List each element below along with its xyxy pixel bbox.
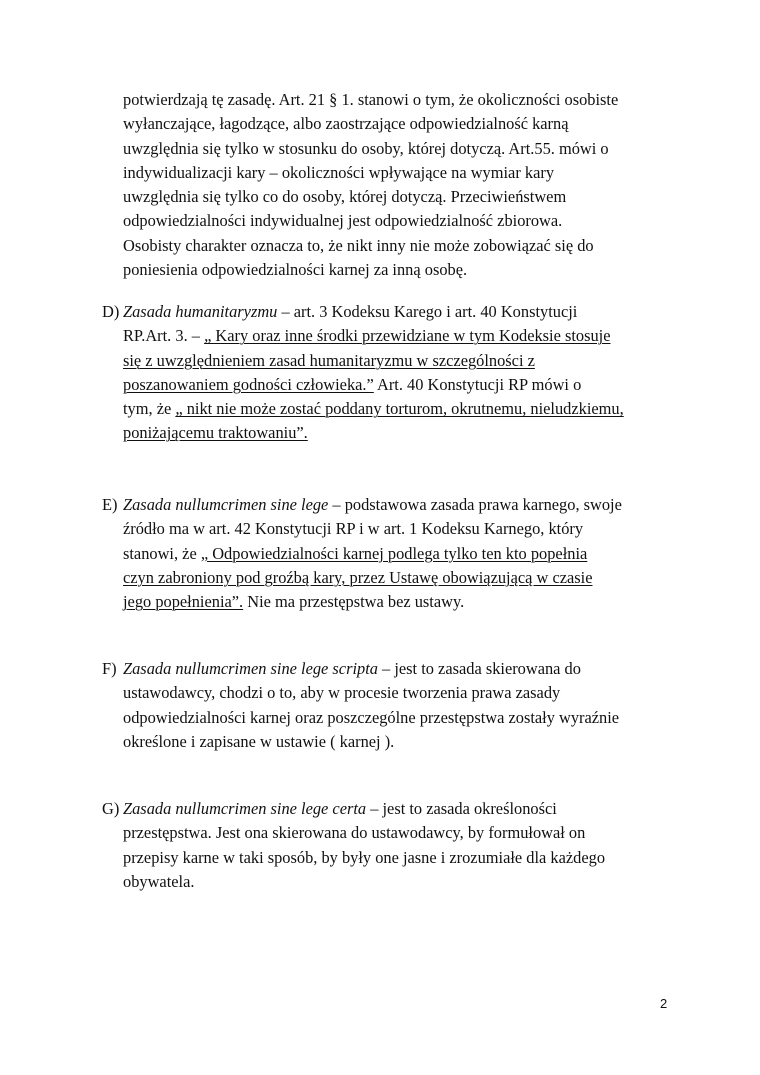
intro-line: poniesienia odpowiedzialności karnej za inną osobę. — [123, 260, 468, 280]
section-d-text: tym, że — [123, 399, 176, 419]
section-d-label: D) — [102, 302, 120, 321]
intro-paragraph — [123, 88, 683, 282]
section-f-heading: Zasada nullumcrimen sine lege scripta — [123, 659, 378, 678]
section-d-quote: poszanowaniem godności człowieka.” — [123, 374, 374, 394]
section-e-heading: Zasada nullumcrimen sine lege — [123, 495, 329, 514]
section-f-label: F) — [102, 659, 117, 678]
section-f — [102, 657, 682, 754]
page-number: 2 — [660, 996, 668, 1011]
section-d-text: – art. 3 Kodeksu Karego i art. 40 Konstytucji — [277, 302, 578, 321]
section-e-line — [102, 542, 682, 566]
section-d-line — [102, 397, 682, 421]
section-d-text: Art. 40 Konstytucji RP mówi o — [373, 374, 582, 394]
section-g-line — [102, 797, 682, 821]
intro-line: potwierdzają tę zasadę. Art. 21 § 1. stanowi o tym, że okoliczności osobiste — [123, 90, 619, 109]
section-d-text: RP.Art. 3. – — [123, 326, 205, 346]
intro-line: odpowiedzialności indywidualnej jest odpowiedzialność zbiorowa. — [123, 211, 563, 231]
section-g — [102, 797, 682, 894]
section-e-quote: czyn zabroniony pod groźbą kary, przez Ustawę obowiązującą w czasie — [123, 567, 593, 587]
section-e-quote: „ Odpowiedzialności karnej podlega tylko ten kto popełnia — [200, 543, 588, 563]
section-d-quote: „ Kary oraz inne środki przewidziane w tym Kodeksie stosuje — [204, 326, 611, 346]
section-g-text: – jest to zasada określoności — [366, 799, 557, 818]
section-d-line — [102, 421, 682, 445]
section-e — [102, 493, 682, 614]
section-g-label: G) — [102, 799, 120, 818]
section-e-text: Nie ma przestępstwa bez ustawy. — [243, 592, 465, 612]
section-e-line — [102, 590, 682, 614]
section-f-line — [102, 657, 682, 681]
intro-line: Osobisty charakter oznacza to, że nikt inny nie może zobowiązać się do — [123, 235, 594, 255]
section-e-line — [102, 493, 682, 517]
section-e-line: źródło ma w art. 42 Konstytucji RP i w art. 1 Kodeksu Karnego, który — [123, 519, 584, 539]
section-e-text: stanowi, że — [123, 543, 201, 563]
section-e-text: – podstawowa zasada prawa karnego, swoje — [328, 495, 622, 514]
section-e-quote: jego popełnienia”. — [123, 592, 244, 612]
section-d-line — [102, 349, 682, 373]
section-g-line: przestępstwa. Jest ona skierowana do ustawodawcy, by formułował on — [123, 823, 586, 843]
section-d — [102, 300, 682, 446]
intro-line: indywidualizacji kary – okoliczności wpływające na wymiar kary — [123, 162, 555, 182]
section-d-quote: „ nikt nie może zostać poddany torturom, okrutnemu, nieludzkiemu, — [175, 399, 624, 419]
section-d-quote: się z uwzględnieniem zasad humanitaryzmu w szczególności z — [123, 350, 535, 370]
section-d-quote: poniżającemu traktowaniu”. — [123, 423, 308, 443]
section-g-line: przepisy karne w taki sposób, by były one jasne i zrozumiałe dla każdego — [123, 847, 606, 867]
intro-line: wyłanczające, łagodzące, albo zaostrzające odpowiedzialność karną — [123, 114, 569, 134]
section-g-heading: Zasada nullumcrimen sine lege certa — [123, 799, 367, 818]
section-d-heading: Zasada humanitaryzmu — [123, 302, 278, 321]
section-f-line: odpowiedzialności karnej oraz poszczególne przestępstwa zostały wyraźnie — [123, 707, 620, 727]
section-e-label: E) — [102, 495, 118, 514]
section-f-line: określone i zapisane w ustawie ( karnej ). — [123, 731, 395, 751]
section-e-line — [102, 566, 682, 590]
section-g-line: obywatela. — [123, 871, 195, 891]
intro-line: uwzględnia się tylko w stosunku do osoby, której dotyczą. Art.55. mówi o — [123, 138, 609, 158]
section-d-line — [102, 300, 682, 324]
section-f-line: ustawodawcy, chodzi o to, aby w procesie tworzenia prawa zasady — [123, 683, 561, 703]
intro-line: uwzględnia się tylko co do osoby, której dotyczą. Przeciwieństwem — [123, 187, 567, 207]
section-f-text: – jest to zasada skierowana do — [377, 659, 581, 678]
section-d-line — [102, 373, 682, 397]
section-d-line — [102, 324, 682, 348]
